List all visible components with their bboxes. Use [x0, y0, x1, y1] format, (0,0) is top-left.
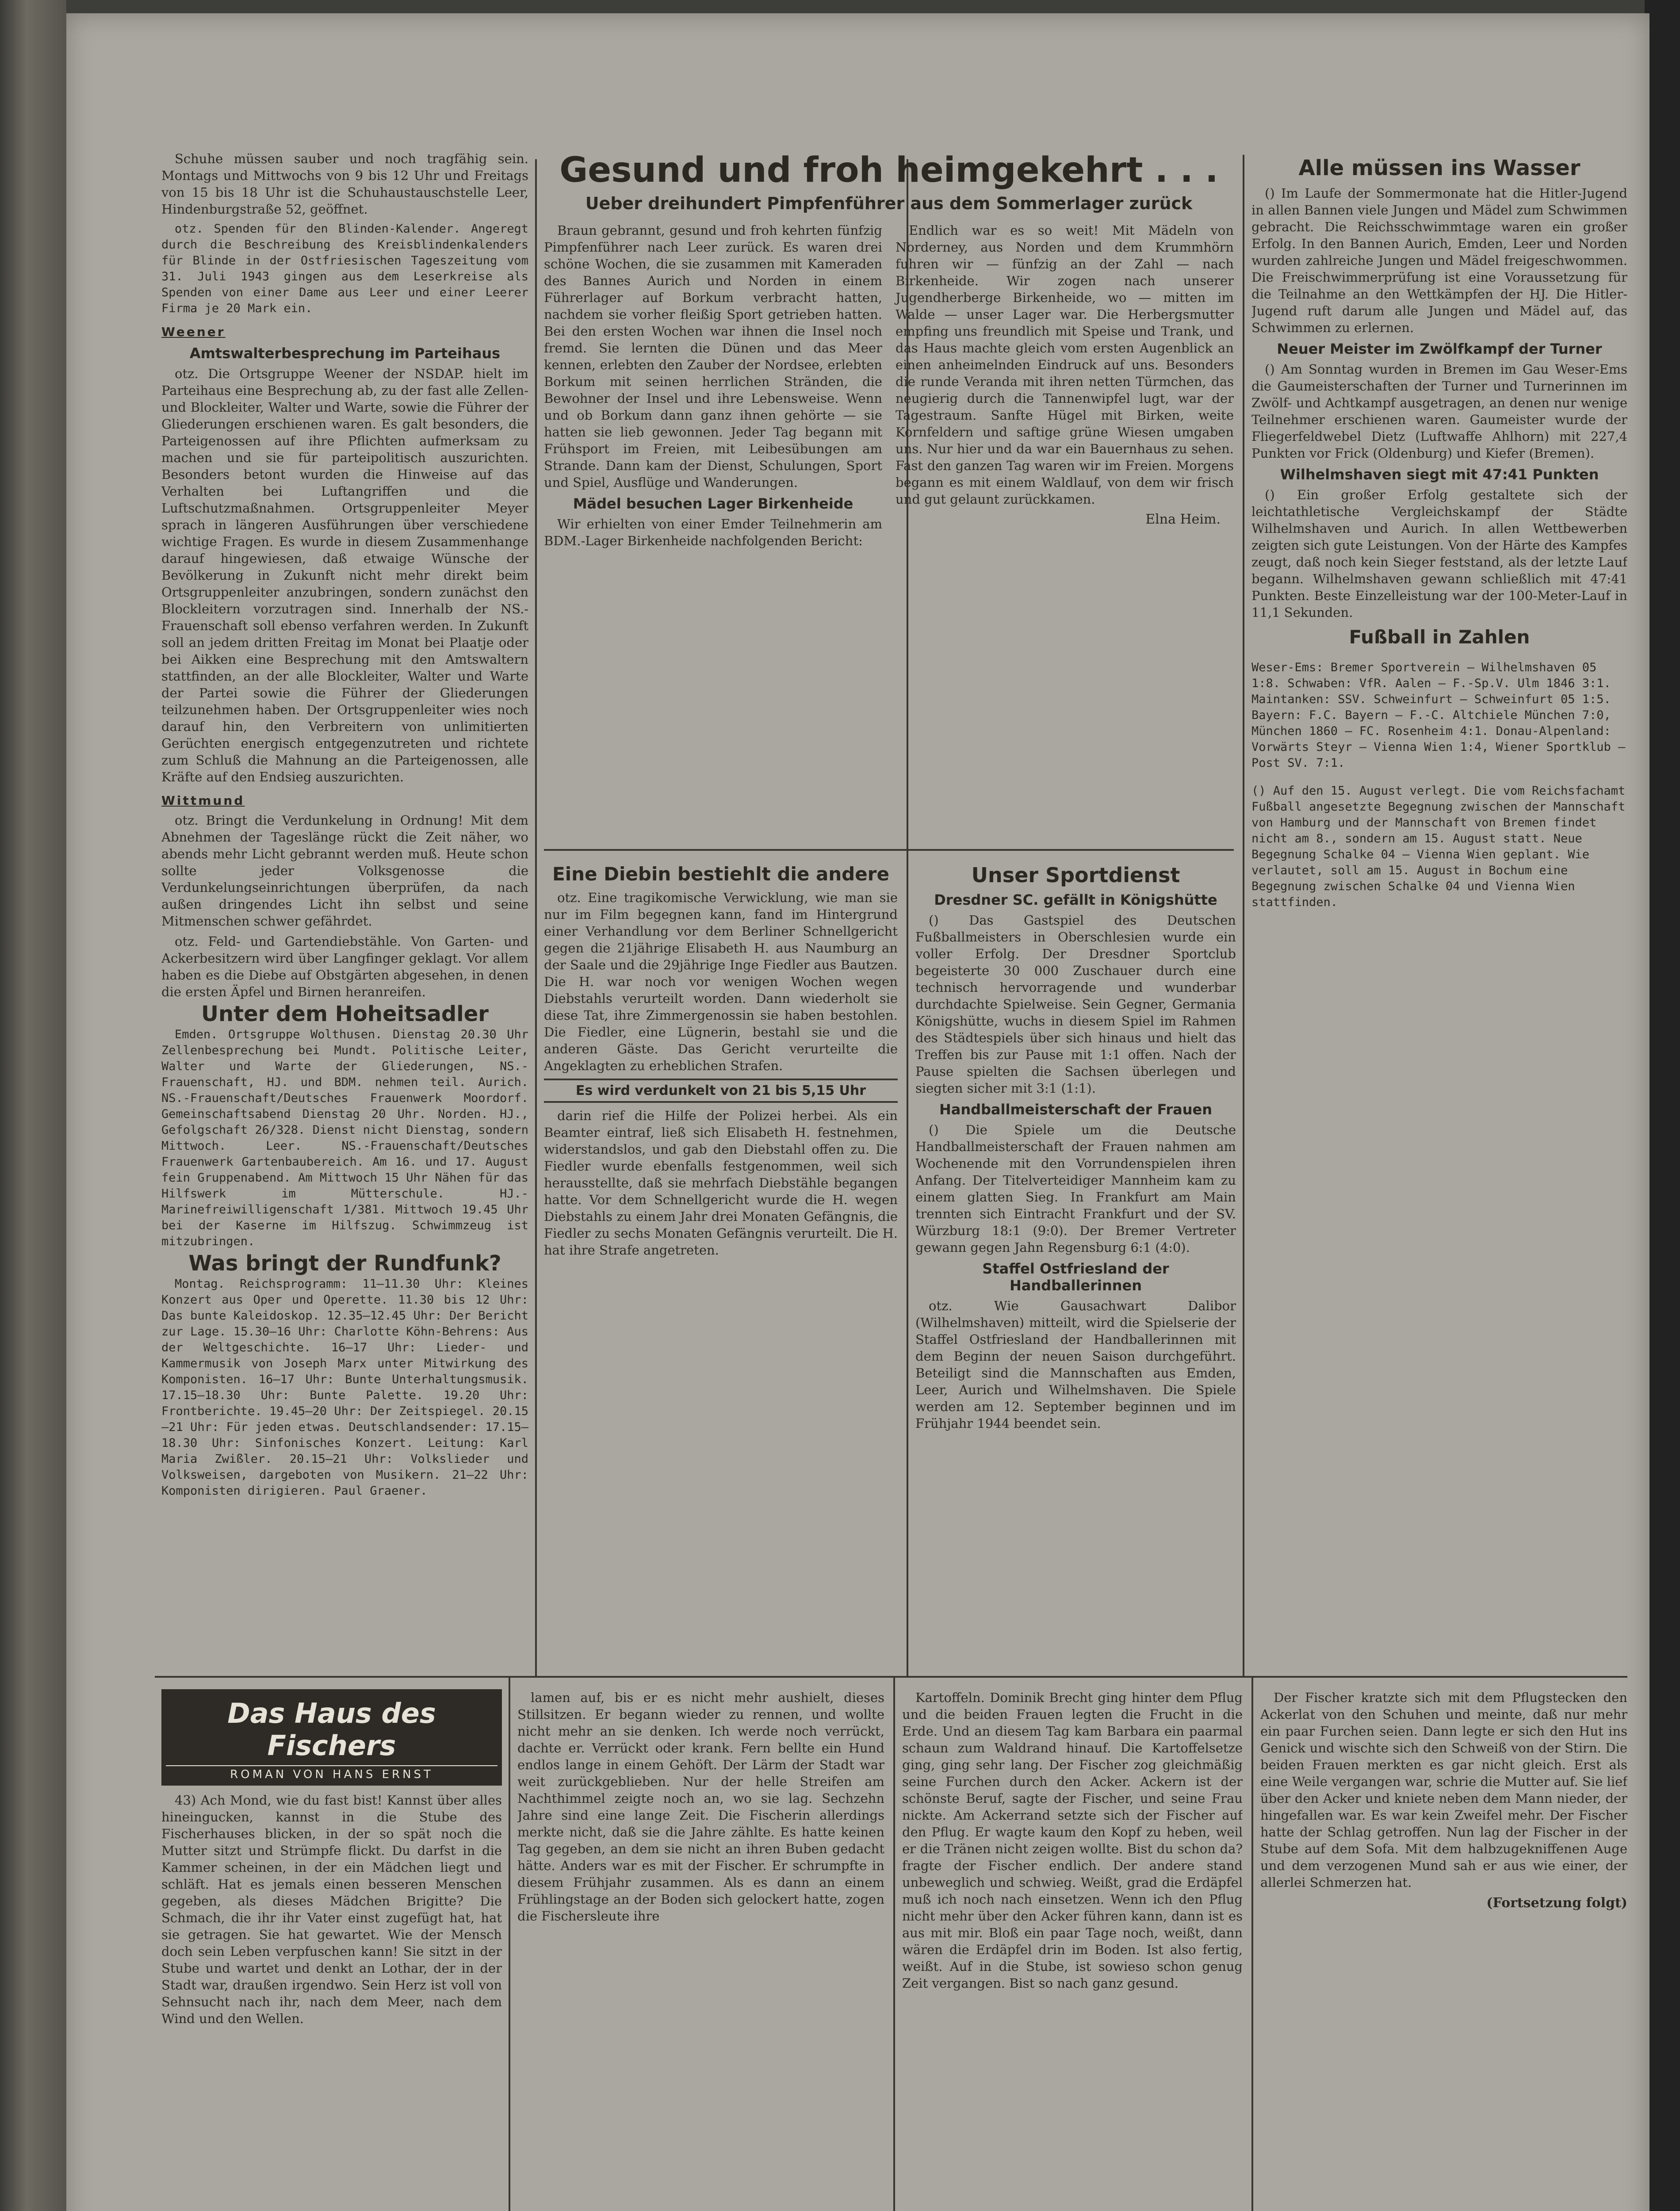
sport-sub-dresdner: Dresdner SC. gefällt in Königshütte — [934, 891, 1217, 908]
weener-article: otz. Die Ortsgruppe Weener der NSDAP. hielt im Parteihaus eine Besprechung ab, zu der fast alle Zellen- und Blockleiter, Walter und Warte, sowie die Führer der Gliederungen erschienen waren. Es galt besonders, die Parteigenossen auf ihre Pflichten aufmerksam zu machen und sie für parteipolitisch auszurichten. Besonders betont wurden die Hinweise auf das Verhalten bei Luftangriffen und die Luftschutzmaßnahmen. Ortsgruppenleiter Meyer sprach in längeren Ausführungen über verschiedene wichtige Fragen. Es wurde in diesem Zusammenhange darauf hingewiesen, daß etwaige Wünsche der Bevölkerung in Zukunft nicht mehr direkt beim Ortsgruppenleiter anzubringen, sondern zunächst den Blockleitern vorzutragen sind. Innerhalb der NS.-Frauenschaft soll ebenso verfahren werden. In Zukunft soll an jedem dritten Freitag im Monat bei Plaatje oder bei Aikken eine Besprechung mit den Amtswaltern stattfinden, an der alle Blockleiter, Walter und Warte der Partei sowie die Führer der Gliederungen teilzunehmen haben. Der Ortsgruppenleiter wies noch darauf hin, den Verbreitern von unlimitierten Gerüchten energisch entgegenzutreten und richtete zum Schluß die Mahnung an die Parteigenossen, alle Kräfte auf den Endsieg auszurichten. — [161, 366, 528, 784]
zahlen-headline: Fußball in Zahlen — [1349, 626, 1530, 648]
sport-staffel-text: otz. Wie Gausachwart Dalibor (Wilhelmshaven) mitteilt, wird die Spielserie der Staffel Ostfriesland der Handballerinnen mit dem Beginn der neuen Saison durchgeführt. Beteiligt sind die Mannschaften aus Emden, Leer, Aurich und Wilhelmshaven. Die Spiele werden am 12. September beginnen und im Frühjahr 1944 beendet sein. — [915, 1298, 1236, 1431]
serial-text-1: 43) Ach Mond, wie du fast bist! Kannst über alles hineingucken, kannst in die Stube des Fischerhauses blicken, in der so spät noch die Mutter sitzt und Strümpfe flickt. Du darfst in die Kammer scheinen, in der ein Mädchen liegt und schläft. Hat es jemals einen besseren Menschen gegeben, als dieses Mädchen Brigitte? Die Schmach, die ihr ihr Vater einst zugefügt hat, hat sie getragen. Sie hat gewartet. Wie der Mensch doch sein Leben verpfuschen kann! Sie sitzt in der Stube und wartet und denkt an Lothar, der in der Stadt war, draußen irgendwo. Sein Herz ist voll von Sehnsucht nach ihr, nach dem Meer, nach dem Wind und den Wellen. — [161, 1793, 502, 2026]
sport-section — [915, 858, 1236, 1672]
serial-column-1 — [161, 1689, 502, 2211]
verdunkelung-band: Es wird verdunkelt von 21 bis 5,15 Uhr — [544, 1079, 898, 1103]
newspaper-page — [66, 13, 1649, 2211]
column-rule — [1251, 1676, 1253, 2211]
serial-column-3 — [902, 1689, 1243, 2211]
wilhelmshaven-article: () Ein großer Erfolg gestaltete sich der leichtathletische Vergleichskampf der Städte Wilhelmshaven und Aurich. In allen Wettbewerben zeigten sich gute Leistungen. Von der Härte des Kampfes zeugt, daß noch kein Sieger feststand, als der letzte Lauf begann. Wilhelmshaven gewann schließlich mit 47:41 Punkten. Beste Einzelleistung war der 100-Meter-Lauf in 11,1 Sekunden. — [1251, 487, 1627, 620]
hoheitsadler-headline: Unter dem Hoheitsadler — [201, 1002, 489, 1026]
serial-column-2 — [517, 1689, 884, 2211]
column-rule — [893, 1676, 895, 2211]
rundfunk-listing: Montag. Reichsprogramm: 11—11.30 Uhr: Kleines Konzert aus Oper und Operette. 11.30 bis 12 Uhr: Das bunte Kaleidoskop. 12.35—12.45 Uhr: Der Bericht zur Lage. 15.30—16 Uhr: Charlotte Köhn-Behrens: Aus der Weltgeschichte. 16—17 Uhr: Lieder- und Kammermusik von Joseph Marx unter Mitwirkung des Komponisten. 16—17 Uhr: Bunte Unterhaltungsmusik. 17.15—18.30 Uhr: Bunte Palette. 19.20 Uhr: Frontberichte. 19.45—20 Uhr: Der Zeitspiegel. 20.15—21 Uhr: Für jeden etwas. Deutschlandsender: 17.15—18.30 Uhr: Sinfonisches Konzert. Leitung: Karl Maria Zwißler. 20.15—21 Uhr: Volkslieder und Volksweisen, dargeboten von Musikern. 21—22 Uhr: Komponisten dirigieren. Paul Graener. — [161, 1277, 528, 1498]
serial-author: ROMAN VON HANS ERNST — [166, 1765, 497, 1781]
serial-text-3: Kartoffeln. Dominik Brecht ging hinter dem Pflug und die beiden Frauen legten die Frucht in die Erde. Und an diesem Tag kam Barbara ein paarmal schaun zum Waldrand hinauf. Die Kartoffelsetze ging, ging sehr lang. Der Fischer zog gleichmäßig seine Furchen durch den Acker. Ackern ist der schönste Beruf, sagte der Fischer, und seine Frau nickte. Am Ackerrand setzte sich der Fischer auf den Pflug. Er wagte kaum den Kopf zu heben, weil er die Tränen nicht zeigen wollte. Bist du schon da? fragte der Fischer endlich. Der andere stand unbeweglich und schwieg. Weißt, grad die Erdäpfel muß ich noch nach einsetzen. Wenn ich den Pflug nicht mehr über den Acker führen kann, dann ist es aus mit mir. Bloß ein paar Tage noch, weißt, dann wären die Erdäpfel drin im Boden. Ist also fertig, weißt. Auf in die Stube, ist sowieso schon genug Zeit vergangen. Bist so nach ganz gesund. — [902, 1690, 1243, 1991]
column-rule — [509, 1676, 510, 2211]
turner-article: () Am Sonntag wurden in Bremen im Gau Weser-Ems die Gaumeisterschaften der Turner und Turnerinnen im Zwölf- und Achtkampf ausgetragen, an denen nur wenige Teilnehmer erschienen waren. Gaumeister wurde der Fliegerfeldwebel Dietz (Luftwaffe Ahlhorn) mit 227,4 Punkten vor Frick (Oldenburg) und Kiefer (Bremen). — [1251, 362, 1627, 461]
main-subheadline: Ueber dreihundert Pimpfenführer aus dem Sommerlager zurück — [585, 194, 1193, 213]
spenden-paragraph: otz. Spenden für den Blinden-Kalender. Angeregt durch die Beschreibung des Kreisblindenkalenders für Blinde in der Ostfriesischen Tageszeitung vom 31. Juli 1943 gingen aus dem Leserkreise als Spenden von einer Dame aus Leer und einer Leerer Firma je 20 Mark ein. — [161, 222, 528, 315]
sport-sub-staffel: Staffel Ostfriesland der Handballerinnen — [982, 1260, 1169, 1294]
sport-headline: Unser Sportdienst — [971, 863, 1180, 887]
column-rule — [535, 159, 537, 1676]
weener-headline: Amtswalterbesprechung im Parteihaus — [189, 345, 501, 362]
main-story-col2: Endlich war es so weit! Mit Mädeln von Norderney, aus Norden und dem Krummhörn fuhren wir — fünfzig an der Zahl — nach Birkenheide. Wir zogen nach unserer Jugendherberge Birkenheide, wo — mitten im Walde — unser Lager war. Die Herbergsmutter empfing uns freundlich mit Speise und Trank, und das Haus machte gleich vom ersten Augenblick an einen anheimelnden Eindruck auf uns. Besonders die runde Veranda mit ihren netten Türmchen, das neugierig durch die Tannenwipfel lugt, war der Tagestraum. Sanfte Hügel mit Birken, weite Kornfeldern und saftige grüne Wiesen umgaben uns. Nur hier und da war ein Bauernhaus zu sehen. Fast den ganzen Tag waren wir im Freien. Morgens begann es mit einem Waldlauf, von dem wir frisch und gut gelaunt zurückkamen. — [895, 223, 1234, 507]
serial-logo — [161, 1689, 502, 1786]
rundfunk-headline: Was bringt der Rundfunk? — [188, 1251, 501, 1276]
diebin-article-cont: darin rief die Hilfe der Polizei herbei. Als ein Beamter eintraf, ließ sich Elisabeth H. festnehmen, widerstandslos, und gab den Diebstahl offen zu. Die Fiedler wurde ebenfalls festgenommen, weil sich herausstellte, daß sie mehrfach Diebstähle begangen hatte. Vor dem Schnellgericht wurde die H. wegen Diebstahls zu einem Jahr drei Monaten Gefängnis, die Fiedler zu sechs Monaten Gefängnis verurteilt. Die H. hat ihre Strafe angetreten. — [544, 1108, 898, 1258]
maedel-headline: Mädel besuchen Lager Birkenheide — [573, 495, 853, 512]
serial-continued: (Fortsetzung folgt) — [1486, 1895, 1627, 1911]
left-news-column — [161, 150, 528, 1672]
turner-headline: Neuer Meister im Zwölfkampf der Turner — [1277, 340, 1602, 357]
serial-text-2: lamen auf, bis er es nicht mehr aushielt, dieses Stillsitzen. Er begann wieder zu rennen, und wollte nicht mehr an sie denken. Ich werde noch verrückt, dachte er. Verrückt oder krank. Fern bellte ein Hund endlos lange in einem Gehöft. Der Lärm der Stadt war weit zurückgeblieben. Nur der helle Streifen am Nachthimmel zeigte noch an, wo sie lag. Sechzehn Jahre sind eine lange Zeit. Die Fischerin allerdings merkte nicht, daß sie die Jahre zählte. Es hatte keinen Tag gegeben, an dem sie nicht an ihren Buben gedacht hätte. Anders war es mit der Fischer. Er schrumpfte in diesem Frühjahr zusammen. Als es dann an einem Frühlingstage an der Boden sich gelockert hatte, zogen die Fischersleute ihre — [517, 1690, 884, 1924]
zahlen-results: Weser-Ems: Bremer Sportverein — Wilhelmshaven 05 1:8. Schwaben: VfR. Aalen — F.-Sp.V. Ulm 1846 3:1. Maintanken: SSV. Schweinfurt — Schweinfurt 05 1:5. Bayern: F.C. Bayern — F.-C. Altchiele München 7:0, München 1860 — FC. Rosenheim 4:1. Donau-Alpenland: Vorwärts Steyr — Vienna Wien 1:4, Wiener Sportklub — Post SV. 7:1. — [1251, 661, 1626, 770]
wilhelmshaven-headline: Wilhelmshaven siegt mit 47:41 Punkten — [1280, 466, 1599, 483]
wittmund-article: otz. Bringt die Verdunkelung in Ordnung! Mit dem Abnehmen der Tageslänge rückt die Zeit näher, wo abends mehr Licht gebrannt werden muß. Heute schon sollte jeder Volksgenosse die Verdunkelungseinrichtungen überprüfen, da nach außen dringendes Licht ihn selbst und seine Mitmenschen schwer gefährdet. — [161, 813, 528, 929]
zahlen-notes: () Auf den 15. August verlegt. Die vom Reichsfachamt Fußball angesetzte Begegnung zwischen der Mannschaft von Hamburg und der Mannschaft von Bremen findet nicht am 8., sondern am 15. August statt. Neue Begegnung Schalke 04 — Vienna Wien geplant. Wie verlautet, soll am 15. August in Bochum eine Begegnung zwischen Schalke 04 und Vienna Wien stattfinden. — [1251, 784, 1626, 909]
hoheitsadler-listing: Emden. Ortsgruppe Wolthusen. Dienstag 20.30 Uhr Zellenbesprechung bei Mundt. Politische Leiter, Walter und Warte der Gliederungen, NS.-Frauenschaft, HJ. und BDM. nehmen teil. Aurich. NS.-Frauenschaft/Deutsches Frauenwerk Moordorf. Gemeinschaftsabend Dienstag 20 Uhr. Norden. HJ., Gefolgschaft 26/328. Dienst nicht Dienstag, sondern Mittwoch. Leer. NS.-Frauenschaft/Deutsches Frauenwerk Gartenbaubereich. Am 16. und 17. August fein Gruppenabend. Am Mittwoch 15 Uhr Nähen für das Hilfswerk im Mütterschule. HJ.-Marinefreiwilligenschaft 1/381. Mittwoch 19.45 Uhr bei der Kaserne im Hilfszug. Schwimmzeug ist mitzubringen. — [161, 1028, 528, 1248]
wasser-article: () Im Laufe der Sommermonate hat die Hitler-Jugend in allen Bannen viele Jungen und Mädel zum Schwimmen gebracht. Die Reichsschwimmtage waren ein großer Erfolg. In den Bannen Aurich, Emden, Leer und Norden wurden zahlreiche Jungen und Mädel freigeschwommen. Die Freischwimmerprüfung ist eine Voraussetzung für die Teilnahme an den Wettkämpfen der HJ. Die Hitler-Jugend ruft darum alle Jungen und Mädel auf, das Schwimmen zu erlernen. — [1251, 186, 1627, 335]
section-divider — [155, 1676, 1627, 1678]
main-story-byline: Elna Heim. — [1145, 512, 1221, 527]
maedel-intro: Wir erhielten von einer Emder Teilnehmerin am BDM.-Lager Birkenheide nachfolgenden Bericht: — [544, 516, 882, 548]
sport-dresdner-text: () Das Gastspiel des Deutschen Fußballmeisters in Oberschlesien wurde ein voller Erfolg. Der Dresdner Sportclub begeisterte 30 000 Zuschauer durch eine technisch hervorragende und wunderbar durchdachte Spielweise. Sein Gegner, Germania Königshütte, wuchs in diesem Spiel im Rahmen des Städtespiels über sich hinaus und hielt das Treffen bis zur Pause mit 1:1 offen. Nach der Pause spielten die Sachsen überlegen und siegten sicher mit 3:1 (1:1). — [915, 913, 1236, 1096]
story-divider — [544, 849, 1234, 851]
scan-binding-edge — [0, 0, 66, 2211]
serial-title: Das Haus des Fischers — [227, 1697, 436, 1762]
weener-label: Weener — [161, 325, 226, 339]
wasser-headline: Alle müssen ins Wasser — [1298, 156, 1581, 180]
wittmund-label: Wittmund — [161, 793, 245, 808]
schuhe-paragraph: Schuhe müssen sauber und noch tragfähig sein. Montags und Mittwochs von 9 bis 12 Uhr und Freitags von 15 bis 18 Uhr ist die Schuhaustauschstelle Leer, Hindenburgstraße 52, geöffnet. — [161, 151, 528, 217]
feld-article: otz. Feld- und Gartendiebstähle. Von Garten- und Ackerbesitzern wird über Langfinger geklagt. Vor allem haben es die Diebe auf Obstgärten abgesehen, in denen die ersten Äpfel und Birnen heranreifen. — [161, 934, 528, 999]
column-rule — [1243, 155, 1244, 1676]
diebin-article: otz. Eine tragikomische Verwicklung, wie man sie nur im Film begegnen kann, fand im Hintergrund einer Verhandlung vor dem Berliner Schnellgericht gegen die 21jährige Elisabeth H. aus Naumburg an der Saale und die 29jährige Inge Fiedler aus Bautzen. Die H. war noch vor wenigen Wochen wegen Diebstahls verurteilt worden. Dann wiederholt sie diese Tat, ihre Zimmergenossin sie haben bestohlen. Die Fiedler, eine Lügnerin, bestahl sie und die anderen Gäste. Das Gericht verurteilte die Angeklagten zu erheblichen Strafen. — [544, 890, 898, 1073]
scan-right-edge — [1645, 0, 1680, 2211]
main-story — [544, 150, 1234, 876]
sport-sub-handball: Handballmeisterschaft der Frauen — [939, 1101, 1213, 1118]
diebin-story — [544, 858, 898, 1672]
serial-column-4 — [1260, 1689, 1627, 2211]
main-story-col1: Braun gebrannt, gesund und froh kehrten fünfzig Pimpfenführer nach Leer zurück. Es waren drei schöne Wochen, die sie zusammen mit Kameraden des Bannes Aurich und Norden in einem Führerlager auf Borkum verbracht hatten, nachdem sie vorher fleißig Sport getrieben hatten. Bei den ersten Wochen war ihnen die Insel noch fremd. Sie lernten die Dünen und das Meer kennen, erlebten den Zauber der Nordsee, erlebten Borkum mit seinen herrlichen Stränden, die Bewohner der Insel und ihre Lebensweise. Wenn und ob Borkum dann ganz ihnen gehörte — sie hatten sie lieb gewonnen. Jeder Tag begann mit Frühsport im Freien, mit Leibesübungen am Strande. Dann kam der Dienst, Schulungen, Sport und Spiel, Ausflüge und Wanderungen. — [544, 223, 882, 490]
sport-handball-text: () Die Spiele um die Deutsche Handballmeisterschaft der Frauen nahmen am Wochenende mit den Vorrundenspielen ihren Anfang. Der Titelverteidiger Mannheim kam zu einem glatten Sieg. In Frankfurt am Main trennten sich Eintracht Frankfurt und der SV. Würzburg 18:1 (9:0). Der Bremer Vertreter gewann gegen Jahn Regensburg 6:1 (4:0). — [915, 1122, 1236, 1255]
serial-text-4: Der Fischer kratzte sich mit dem Pflugstecken den Ackerlat von den Schuhen und meinte, daß nur mehr ein paar Furchen seien. Dann legte er sich den Hut ins Genick und wischte sich den Schweiß von der Stirn. Die beiden Frauen merkten es gar nicht gleich. Erst als eine Weile vergangen war, schrie die Mutter auf. Sie lief über den Acker und kniete neben dem Mann nieder, der hingefallen war. Es war kein Zweifel mehr. Der Fischer hatte der Schlag getroffen. Nun lag der Fischer in der Stube auf dem Sofa. Mit dem halbzugekniffenen Auge und dem verzogenen Mund sah er aus wie einer, der allerlei Schmerzen hat. — [1260, 1690, 1627, 1890]
right-news-column — [1251, 150, 1627, 1672]
diebin-headline: Eine Diebin bestiehlt die andere — [552, 863, 889, 885]
main-headline: Gesund und froh heimgekehrt . . . — [559, 150, 1218, 190]
